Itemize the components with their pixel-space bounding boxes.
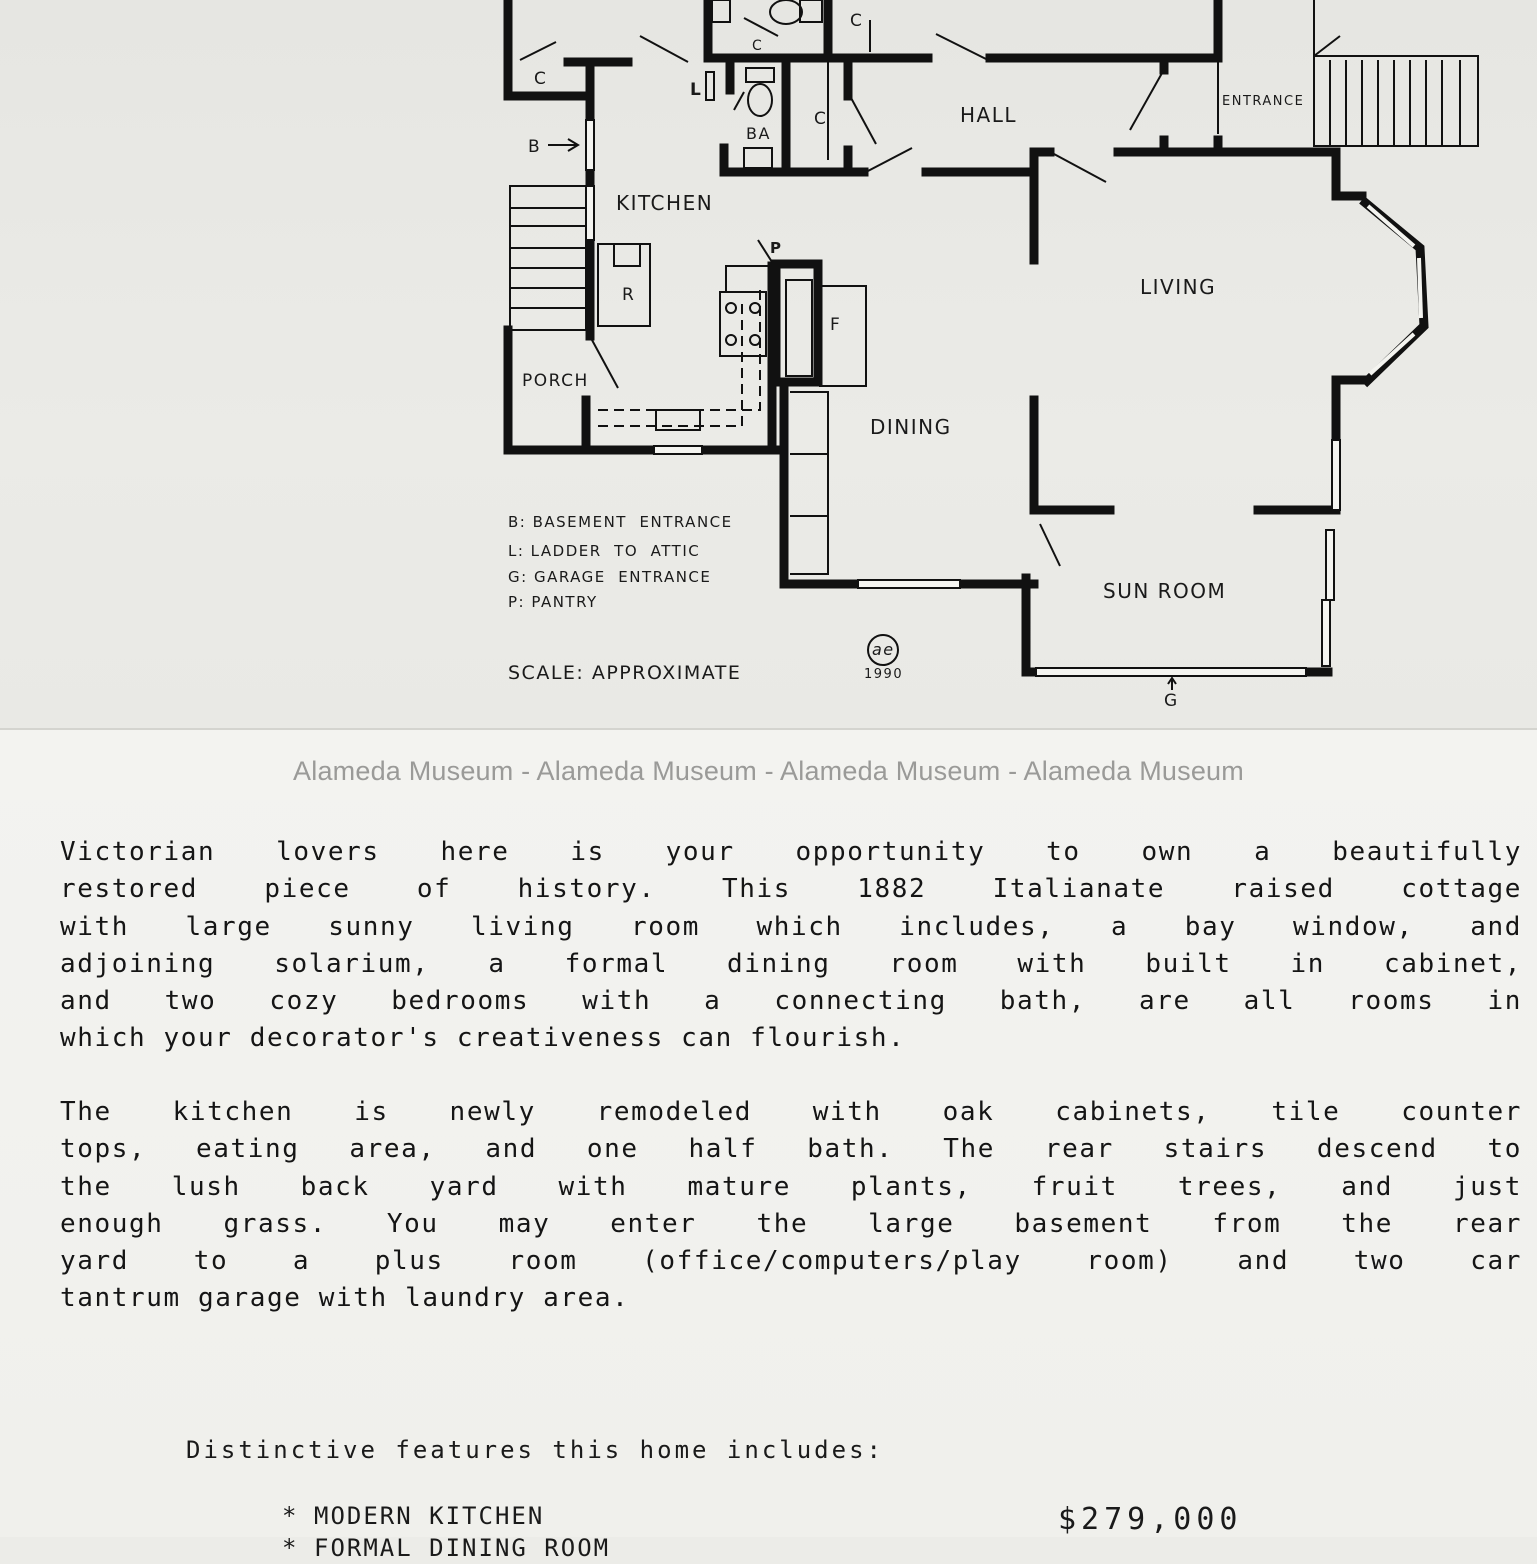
text-line: with large sunny living room which includes, a bay window, and <box>60 911 1522 942</box>
legend-item: P: PANTRY <box>508 593 598 611</box>
text-line: The kitchen is newly remodeled with oak cabinets, tile counter <box>60 1097 1522 1127</box>
text-line: which your decorator's creativeness can flourish. <box>60 1023 906 1054</box>
closet-marker: C <box>814 109 826 129</box>
list-item <box>282 1500 610 1532</box>
plan-year: 1990 <box>864 667 904 682</box>
room-label-porch: PORCH <box>522 371 589 391</box>
legend-item: L: LADDER TO ATTIC <box>508 542 701 560</box>
wall <box>1118 152 1362 196</box>
feature-text: FORMAL DINING ROOM <box>314 1534 611 1562</box>
bullet: * <box>282 1534 299 1562</box>
floor-plan-drawing <box>0 0 1537 728</box>
text-line: enough grass. You may enter the large basement from the rear <box>60 1208 1522 1239</box>
text-line: tantrum garage with laundry area. <box>60 1283 630 1314</box>
built-in-cabinet <box>820 286 866 386</box>
closet-marker: C <box>850 11 862 31</box>
stairs <box>510 186 586 330</box>
basement-marker: B <box>528 137 540 157</box>
ladder-marker: L <box>690 80 701 100</box>
text-line: tops, eating area, and one half bath. The rear stairs descend to <box>60 1134 1522 1165</box>
room-label-sun-room: SUN ROOM <box>1103 579 1227 603</box>
scale-note: SCALE: APPROXIMATE <box>508 662 742 684</box>
room-label-living: LIVING <box>1140 275 1217 299</box>
text-line: and two cozy bedrooms with a connecting bath, are all rooms in <box>60 986 1522 1017</box>
stairs <box>1314 0 1478 146</box>
pantry-marker: P <box>770 239 781 257</box>
room-label-kitchen: KITCHEN <box>616 191 714 215</box>
room-label-dining: DINING <box>870 415 952 439</box>
museum-watermark: Alameda Museum - Alameda Museum - Alameda Museum - Alameda Museum <box>293 756 1244 786</box>
room-label-entrance: ENTRANCE <box>1222 94 1305 109</box>
refrigerator-marker: R <box>622 285 634 305</box>
legend-item: G: GARAGE ENTRANCE <box>508 568 712 586</box>
text-line: the lush back yard with mature plants, fruit trees, and just <box>60 1171 1522 1202</box>
wall <box>708 0 928 58</box>
text-line: Victorian lovers here is your opportunity to own a beautifully <box>60 837 1522 867</box>
features-heading: Distinctive features this home includes: <box>186 1436 884 1464</box>
description-paragraph-1 <box>60 834 1522 1058</box>
closet-marker: C <box>534 69 546 89</box>
listing-price: $279,000 <box>1058 1502 1243 1537</box>
features-list <box>282 1500 610 1564</box>
text-line: restored piece of history. This 1882 Italianate raised cottage <box>60 874 1522 905</box>
wall <box>508 0 588 96</box>
legend-item: B: BASEMENT ENTRANCE <box>508 513 733 531</box>
bullet: * <box>282 1502 299 1530</box>
text-line: yard to a plus room (office/computers/play room) and two car <box>60 1246 1522 1277</box>
wall <box>1034 400 1110 510</box>
feature-text: MODERN KITCHEN <box>314 1502 545 1530</box>
closet-marker: C <box>752 38 762 54</box>
artist-initials: ae <box>872 640 895 659</box>
wall <box>990 0 1218 58</box>
cabinet-marker: F <box>830 315 840 335</box>
text-line: adjoining solarium, a formal dining room with built in cabinet, <box>60 948 1522 979</box>
garage-marker: G <box>1164 691 1178 711</box>
description-paragraph-2 <box>60 1094 1522 1318</box>
room-label-bath: BA <box>746 124 771 143</box>
room-label-hall: HALL <box>960 103 1018 127</box>
